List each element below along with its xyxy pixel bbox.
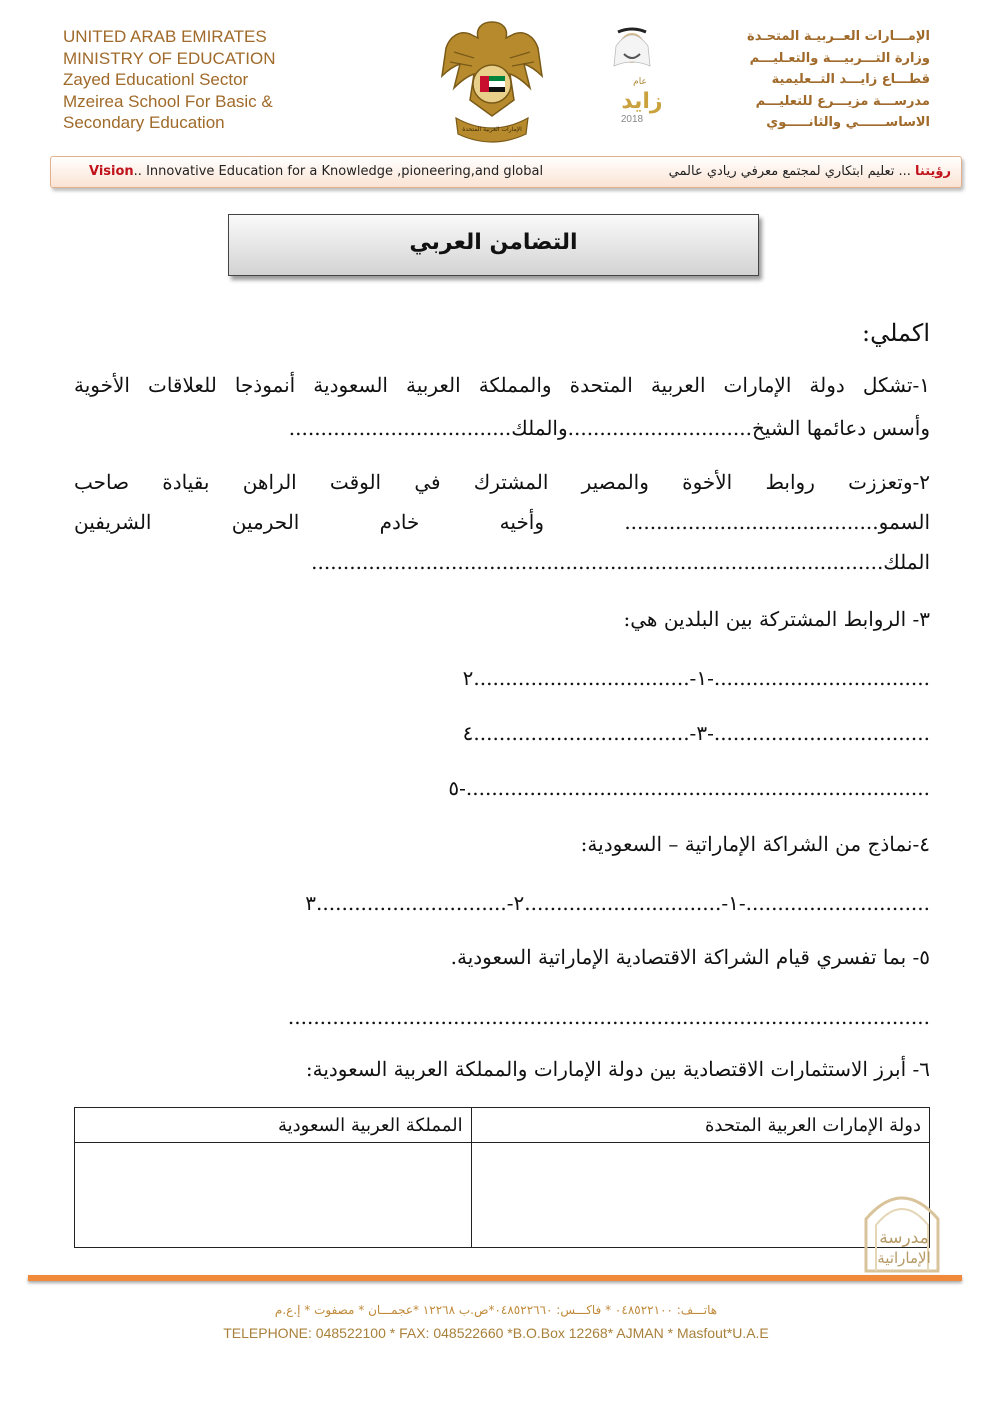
header-ar-line: وزارة التـــربيـــة والتعـليـــم [749, 50, 930, 66]
header-ar-line: قطـــاع زايـــد التــعليمية [771, 72, 930, 87]
q4-answer-row1: ١-...............................٢-..............................٣-............................. [305, 891, 930, 915]
q2-line3: الملك.......................................................................................... [311, 550, 930, 574]
q4-heading: ٤-نماذج من الشراكة الإماراتية – السعودية: [580, 832, 930, 856]
footer-contact-english: TELEPHONE: 048522100 * FAX: 048522660 *B.O.Box 12268* AJMAN * Masfout*U.A.E [223, 1325, 769, 1341]
vision-en-text: .. Innovative Education for a Knowledge ,pioneering,and global [133, 164, 544, 179]
vision-en-label: Vision [89, 164, 134, 179]
uae-emblem-icon [440, 18, 544, 143]
school-logo-line2: الإماراتية [877, 1249, 931, 1267]
school-logo-line1: مدرسة [879, 1228, 929, 1248]
vision-english [89, 164, 543, 179]
zayed-year-logo [606, 22, 678, 126]
q3-heading: ٣- الروابط المشتركة بين البلدين هي: [623, 607, 930, 631]
header-english [63, 26, 393, 134]
q5-answer-line: ..................................................................................................... [287, 1005, 930, 1029]
header-en-line: Mzeirea School For Basic & [63, 91, 273, 111]
q6-heading: ٦- أبرز الاستثمارات الاقتصادية بين دولة الإمارات والمملكة العربية السعودية: [305, 1057, 930, 1081]
zayed-year-word: عام [633, 77, 647, 87]
instruction: اكملي: [861, 319, 930, 347]
header-en-line: Zayed Educationl Sector [63, 70, 249, 89]
header-en-line: MINISTRY OF EDUCATION [63, 48, 276, 68]
zayed-year: 2018 [620, 114, 644, 125]
header-en-line: UNITED ARAB EMIRATES [63, 27, 267, 46]
investments-table [74, 1107, 930, 1248]
emblem-banner-text: الإمارات العربية المتحدة [462, 126, 522, 133]
q1-line1: ١-تشكل دولة الإمارات العربية المتحدة والمملكة العربية السعودية أنموذجا للعلاقات الأخوية [74, 373, 930, 397]
table-cell-ksa[interactable] [75, 1143, 472, 1248]
table-header-uae: دولة الإمارات العربية المتحدة [471, 1108, 929, 1143]
q1-line2: وأسس دعائمها الشيخ.............................والملك................................... [288, 416, 930, 440]
q3-answer-row3: ٥-......................................................................... [448, 776, 930, 800]
header-ar-line: الاساســــــي والثانـــــوي [766, 115, 930, 130]
q3-answer-row2: ٣-..................................٤-.................................. [462, 721, 930, 745]
header-arabic [670, 26, 930, 134]
q5-heading: ٥- بما تفسري قيام الشراكة الاقتصادية الإماراتية السعودية. [450, 945, 930, 969]
vision-arabic [669, 164, 951, 179]
table-row [75, 1143, 930, 1248]
table-header-ksa: المملكة العربية السعودية [75, 1108, 472, 1143]
vision-banner [50, 156, 962, 188]
vision-ar-label: رؤيتنا [915, 164, 951, 179]
vision-ar-text: ... تعليم ابتكاري لمجتمع معرفي ريادي عالمي [668, 164, 916, 179]
q3-answer-row1: ١-..................................٢-.................................. [462, 666, 930, 690]
footer-divider [28, 1275, 962, 1281]
header-en-line: Secondary Education [63, 113, 225, 132]
school-logo-icon [852, 1183, 952, 1273]
footer-contact-arabic: هاتـــف: ٠٤٨٥٢٢١٠٠ * فاكـــس: ٠٤٨٥٢٢٦٦٠*ص.ب ١٢٢٦٨ *عجمـــان * مصفوت * إ.ع.م [274, 1303, 718, 1317]
header-ar-line: مدرســـة مزيـــرع للتعليـــم [755, 93, 930, 109]
q2-line2: السمو........................................ وأخيه خادم الحرمين الشريفين [74, 510, 930, 534]
q2-line1: ٢-وتعززت روابط الأخوة والمصير المشترك في الوقت الراهن بقيادة صاحب [74, 470, 930, 494]
page-title: التضامن العربي [228, 214, 759, 276]
table-header-row [75, 1108, 930, 1143]
header-ar-line: الإمـــارات العــربيـة المتحـدة [747, 29, 930, 44]
zayed-name: زايد [621, 89, 663, 114]
